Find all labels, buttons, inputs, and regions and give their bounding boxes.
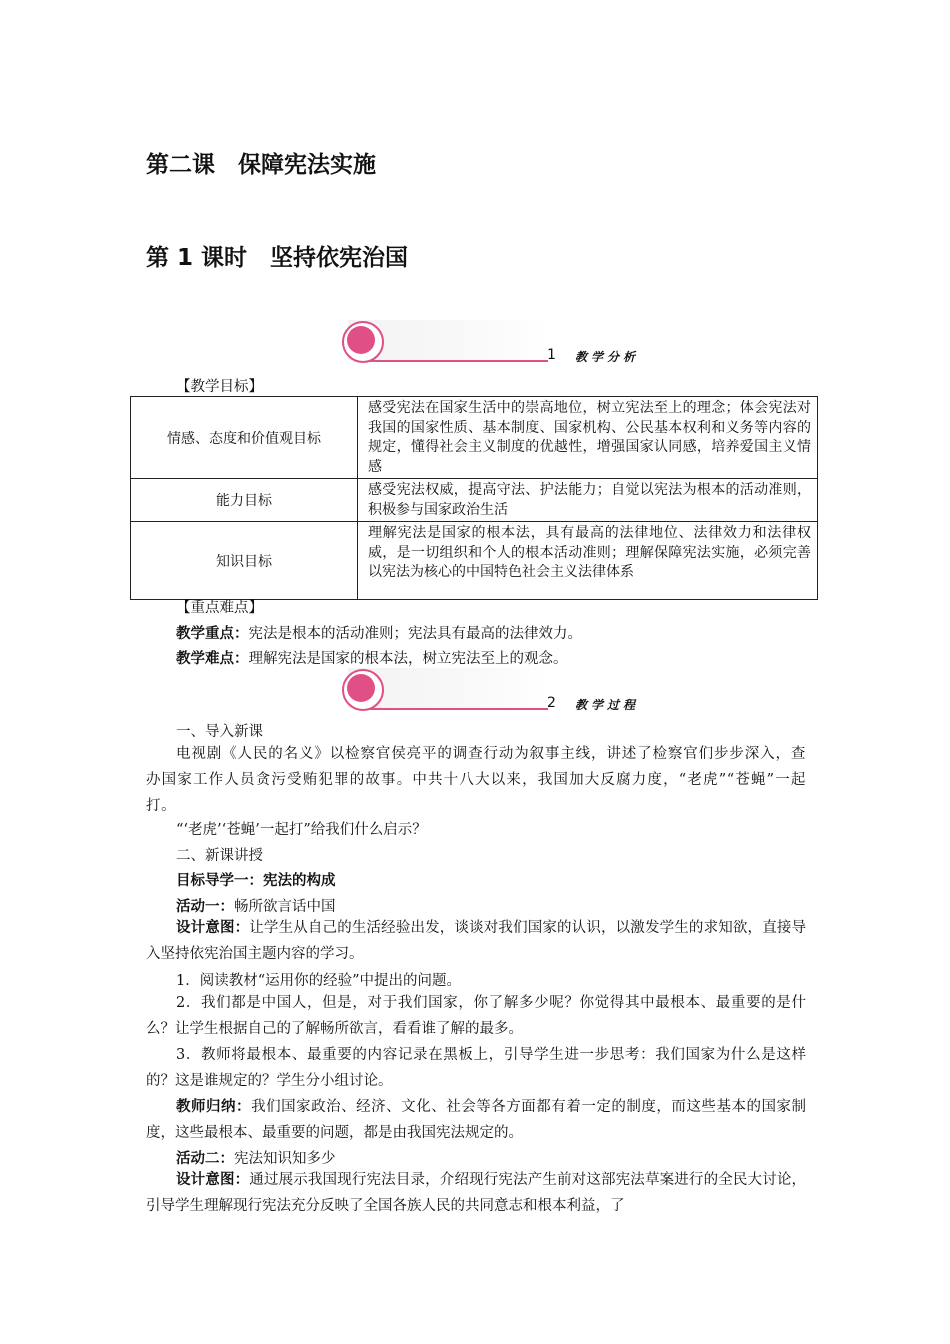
difficulty bbox=[176, 647, 568, 668]
section-number: 1 bbox=[547, 347, 556, 363]
goal-value: 感受宪法权威，提高守法、护法能力；自觉以宪法为根本的活动准则，积极参与国家政治生活 bbox=[358, 479, 818, 522]
activity-label: 活动一： bbox=[176, 899, 234, 915]
banner-line bbox=[362, 360, 548, 362]
section-number: 2 bbox=[547, 695, 556, 711]
table-row bbox=[131, 397, 818, 479]
key-points-heading: 【重点难点】 bbox=[176, 600, 263, 616]
section-label: 教学过程 bbox=[575, 698, 640, 712]
step-three: 3．教师将最根本、最重要的内容记录在黑板上，引导学生进一步思考：我们国家为什么是这样的？这是谁规定的？学生分小组讨论。 bbox=[146, 1047, 806, 1089]
section-label: 教学分析 bbox=[575, 350, 640, 364]
banner-line bbox=[362, 708, 548, 710]
key-point-label: 教学重点： bbox=[176, 626, 249, 642]
intro-heading: 一、导入新课 bbox=[176, 724, 263, 740]
design-label: 设计意图： bbox=[176, 920, 250, 936]
key-point-text: 宪法是根本的活动准则；宪法具有最高的法律效力。 bbox=[248, 626, 582, 642]
intro-paragraph: 电视剧《人民的名义》以检察官侯亮平的调查行动为叙事主线，讲述了检察官们步步深入，查办国家工作人员贪污受贿犯罪的故事。中共十八大以来，我国加大反腐力度，“老虎”“苍蝇”一起打。 bbox=[146, 746, 806, 814]
design-intent-two bbox=[146, 1167, 806, 1219]
teacher-summary bbox=[146, 1094, 806, 1146]
new-lesson-heading: 二、新课讲授 bbox=[176, 848, 263, 864]
activity-two bbox=[176, 1147, 336, 1168]
difficulty-text: 理解宪法是国家的根本法，树立宪法至上的观念。 bbox=[248, 651, 568, 667]
design-intent-one bbox=[146, 915, 806, 967]
goal-value: 感受宪法在国家生活中的崇高地位，树立宪法至上的理念；体会宪法对我国的国家性质、基本制度、国家机构、公民基本权利和义务等内容的规定，懂得社会主义制度的优越性，增强国家认同感，培养爱国主义情感 bbox=[358, 397, 818, 479]
design-label: 设计意图： bbox=[176, 1172, 250, 1188]
goals-table bbox=[130, 396, 818, 600]
goals-heading: 【教学目标】 bbox=[176, 379, 263, 395]
target-title: 目标导学一：宪法的构成 bbox=[176, 873, 336, 889]
design-text: 通过展示我国现行宪法目录，介绍现行宪法产生前对这部宪法草案进行的全民大讨论，引导学生理解现行宪法充分反映了全国各族人民的共同意志和根本利益，了 bbox=[146, 1172, 807, 1214]
goal-key: 知识目标 bbox=[131, 522, 358, 600]
step-two: 2．我们都是中国人，但是，对于我们国家，你了解多少呢？你觉得其中最根本、最重要的是什么？让学生根据自己的了解畅所欲言，看看谁了解的最多。 bbox=[146, 995, 806, 1037]
target-heading bbox=[176, 869, 336, 890]
key-point bbox=[176, 622, 582, 643]
summary-label: 教师归纳： bbox=[176, 1099, 252, 1115]
lesson-title: 第二课 保障宪法实施 bbox=[146, 152, 376, 178]
goal-key: 情感、态度和价值观目标 bbox=[131, 397, 358, 479]
banner-dot-icon bbox=[347, 674, 375, 702]
goal-value: 理解宪法是国家的根本法，具有最高的法律地位、法律效力和法律权威，是一切组织和个人的根本活动准则；理解保障宪法实施，必须完善以宪法为核心的中国特色社会主义法律体系 bbox=[358, 522, 818, 600]
table-row bbox=[131, 479, 818, 522]
design-text: 让学生从自己的生活经验出发，谈谈对我们国家的认识，以激发学生的求知欲，直接导入坚持依宪治国主题内容的学习。 bbox=[146, 920, 807, 962]
activity-one bbox=[176, 895, 336, 916]
activity-label: 活动二： bbox=[176, 1151, 234, 1167]
summary-text: 我们国家政治、经济、文化、社会等各方面都有着一定的制度，而这些基本的国家制度，这些最根本、最重要的问题，都是由我国宪法规定的。 bbox=[146, 1099, 806, 1141]
activity-text: 畅所欲言话中国 bbox=[234, 899, 336, 915]
goal-key: 能力目标 bbox=[131, 479, 358, 522]
step-one: 1．阅读教材“运用你的经验”中提出的问题。 bbox=[176, 973, 462, 989]
period-title: 第 1 课时 坚持依宪治国 bbox=[146, 245, 409, 271]
section-banner-analysis bbox=[340, 320, 670, 370]
banner-dot-icon bbox=[347, 326, 375, 354]
activity-text: 宪法知识知多少 bbox=[234, 1151, 336, 1167]
table-row bbox=[131, 522, 818, 600]
section-banner-process bbox=[340, 668, 670, 718]
intro-question: “‘老虎’‘苍蝇’一起打”给我们什么启示？ bbox=[176, 822, 427, 838]
difficulty-label: 教学难点： bbox=[176, 651, 249, 667]
